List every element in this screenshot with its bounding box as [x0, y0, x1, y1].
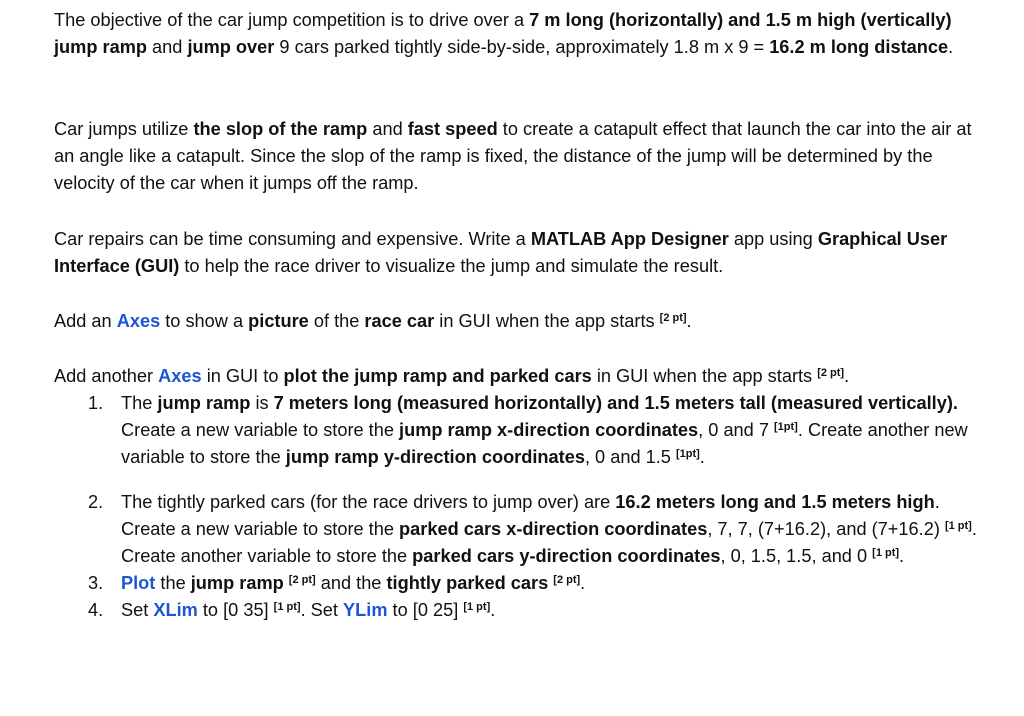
- bold-parked-cars: tightly parked cars: [386, 573, 549, 593]
- text-span: Car jumps utilize: [54, 119, 194, 139]
- text-span: Add another: [54, 366, 159, 386]
- text-span: to help the race driver to visualize the jump and simulate the result.: [179, 256, 724, 276]
- text-span: and: [367, 119, 408, 139]
- keyword-axes: Axes: [116, 311, 161, 331]
- points-badge: [1 pt]: [872, 547, 900, 559]
- points-badge: [1pt]: [675, 448, 700, 460]
- text-span: Car repairs can be time consuming and expensive. Write a: [54, 229, 531, 249]
- text-span: app using: [728, 229, 818, 249]
- text-span: in GUI when the app starts: [591, 366, 818, 386]
- text-span: to show a: [160, 311, 249, 331]
- text-span: , 0 and 1.5: [584, 447, 676, 467]
- bold-jump-ramp: jump ramp: [190, 573, 284, 593]
- text-span: and: [146, 37, 188, 57]
- bold-slop: the slop of the ramp: [193, 119, 368, 139]
- text-span: 9 cars parked tightly side-by-side, approximately 1.8 m x 9 =: [274, 37, 770, 57]
- text-span: .: [686, 311, 692, 331]
- bold-ramp-x-coords: jump ramp x-direction coordinates: [399, 420, 699, 440]
- text-span: .: [899, 546, 905, 566]
- points-badge: [2 pt]: [288, 574, 316, 586]
- text-span: The objective of the car jump competition is to drive over a: [54, 10, 530, 30]
- bold-plot-ramp-cars: plot the jump ramp and parked cars: [283, 366, 592, 386]
- text-span: in GUI to: [201, 366, 284, 386]
- bold-cars-x-coords: parked cars x-direction coordinates: [399, 519, 708, 539]
- text-span: .: [580, 573, 586, 593]
- points-badge: [2 pt]: [817, 367, 845, 379]
- text-span: .: [844, 366, 850, 386]
- text-span: Add an: [54, 311, 117, 331]
- keyword-plot: Plot: [121, 573, 156, 593]
- points-badge: [2 pt]: [553, 574, 581, 586]
- bold-ramp-y-coords: jump ramp y-direction coordinates: [285, 447, 585, 467]
- paragraph-catapult: [54, 116, 994, 197]
- text-span: Set: [121, 600, 154, 620]
- list-item: [54, 597, 984, 624]
- list-item: [54, 390, 984, 471]
- list-number: 1.: [88, 393, 104, 413]
- keyword-axes: Axes: [158, 366, 202, 386]
- keyword-ylim: YLim: [343, 600, 388, 620]
- bold-cars-y-coords: parked cars y-direction coordinates: [412, 546, 721, 566]
- bold-fast-speed: fast speed: [407, 119, 498, 139]
- bold-distance: 16.2 m long distance: [769, 37, 949, 57]
- list-number: 4.: [88, 600, 104, 620]
- list-number: 3.: [88, 573, 104, 593]
- text-span: , 0, 1.5, 1.5, and 0: [720, 546, 873, 566]
- text-span: the: [155, 573, 191, 593]
- text-span: The tightly parked cars (for the race drivers to jump over) are: [121, 492, 616, 512]
- keyword-xlim: XLim: [153, 600, 198, 620]
- text-span: The: [121, 393, 158, 413]
- text-span: . Set: [300, 600, 344, 620]
- text-span: .: [948, 37, 954, 57]
- bold-picture: picture: [248, 311, 309, 331]
- points-badge: [1 pt]: [273, 601, 301, 613]
- text-span: . Create a new variable to store the: [121, 492, 940, 539]
- bold-ramp-dimensions: 7 m long (horizontally) and 1.5 m high (vertically) jump ramp: [54, 10, 952, 57]
- points-badge: [1pt]: [774, 421, 798, 433]
- text-span: , 0 and 7: [698, 420, 775, 440]
- bold-cars-dimensions: 16.2 meters long and 1.5 meters high: [615, 492, 935, 512]
- list-item: [54, 489, 984, 570]
- text-span: , 7, 7, (7+16.2), and (7+16.2): [707, 519, 945, 539]
- steps-list: [54, 390, 984, 624]
- text-span: of the: [308, 311, 365, 331]
- points-badge: [2 pt]: [659, 312, 687, 324]
- paragraph-objective: [54, 7, 994, 61]
- text-span: in GUI when the app starts: [434, 311, 660, 331]
- list-item: [54, 570, 984, 597]
- bold-race-car: race car: [364, 311, 435, 331]
- text-span: .: [490, 600, 496, 620]
- points-badge: [1 pt]: [463, 601, 491, 613]
- paragraph-axes-picture: [54, 308, 994, 335]
- text-span: to [0 25]: [387, 600, 464, 620]
- text-span: .: [699, 447, 705, 467]
- text-span: is: [250, 393, 274, 413]
- bold-ramp-measurements: 7 meters long (measured horizontally) and 1.5 meters tall (measured vertically).: [273, 393, 958, 413]
- bold-matlab-app-designer: MATLAB App Designer: [530, 229, 729, 249]
- text-span: and the: [315, 573, 387, 593]
- text-span: to create a catapult effect that launch the car into the air at an angle like a catapult. Since the slop of the ramp is fixed, the distance of the jump will be determined by the velocity of the car when it jumps off the ramp.: [54, 119, 972, 193]
- points-badge: [1 pt]: [944, 520, 972, 532]
- text-span: Create a new variable to store the: [121, 420, 400, 440]
- text-span: to [0 35]: [197, 600, 274, 620]
- text-span: . Create another new variable to store the: [121, 420, 968, 467]
- bold-gui: Graphical User Interface (GUI): [54, 229, 948, 276]
- list-number: 2.: [88, 492, 104, 512]
- paragraph-app-designer: [54, 226, 994, 280]
- text-span: . Create another variable to store the: [121, 519, 977, 566]
- bold-jump-over: jump over: [187, 37, 275, 57]
- bold-jump-ramp: jump ramp: [157, 393, 251, 413]
- paragraph-axes-plot: [54, 363, 994, 390]
